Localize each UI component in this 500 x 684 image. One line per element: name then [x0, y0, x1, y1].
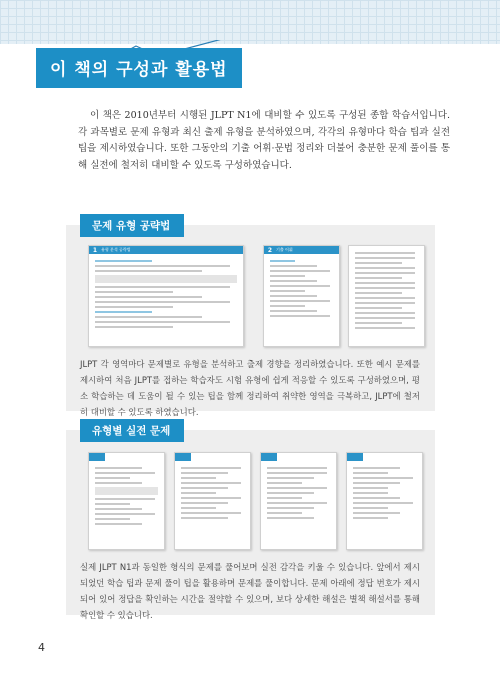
thumbnail-number: 1 [92, 247, 98, 254]
section-practice-problems [66, 425, 435, 620]
thumbnail-practice-3 [260, 452, 337, 550]
thumbnail-spread-1 [88, 245, 244, 347]
top-grid-band [0, 0, 500, 44]
thumbnail-page-3 [348, 245, 425, 347]
thumbnail-practice-2 [174, 452, 251, 550]
section-description: 실제 JLPT N1과 동일한 형식의 문제를 풀어보며 실전 감각을 키울 수 있습니다. 앞에서 제시되었던 학습 팁과 문제 풀이 팁을 활용하며 문제를 풀이합니다. 문제 아래에 정답 번호가 제시되어 있어 정답을 확인하는 시간을 절약할 수 있으며, 보다 상세한 해설은 별책 해설서를 통해 확인할 수 있습니다. [80, 562, 420, 620]
section-description: JLPT 각 영역마다 문제별로 유형을 분석하고 출제 경향을 정리하였습니다. 또한 예시 문제를 제시하여 처음 JLPT를 접하는 학습자도 시험 유형에 쉽게 적응할 수 있도록 구성하였으며, 평소 학습하는 데 도움이 될 수 있는 팁을 함께 정리하여 취약한 영역을 극복하고, JLPT에 철저히 대비할 수 있도록 하였습니다. [80, 359, 420, 417]
thumbnail-tab: 유형 분석 공략법 [101, 247, 131, 252]
thumbnail-text-lines [353, 467, 416, 541]
thumbnail-number: 2 [267, 247, 273, 254]
thumbnail-page-2 [263, 245, 340, 347]
page-title: 이 책의 구성과 활용법 [36, 48, 242, 88]
thumbnail-text-lines [270, 260, 333, 338]
thumbnail-tab: 기출 어휘 [276, 247, 293, 252]
thumbnail-text-lines [95, 260, 237, 338]
page-number: 4 [38, 641, 45, 654]
title-banner [36, 40, 236, 90]
thumbnail-text-lines [95, 467, 158, 541]
thumbnail-text-lines [181, 467, 244, 541]
section-title: 문제 유형 공략법 [80, 214, 184, 237]
thumbnail-text-lines [267, 467, 330, 541]
thumbnail-text-lines [355, 252, 418, 338]
section-title: 유형별 실전 문제 [80, 419, 184, 442]
intro-paragraph: 이 책은 2010년부터 시행된 JLPT N1에 대비할 수 있도록 구성된 종합 학습서입니다. 각 과목별로 문제 유형과 최신 출제 유형을 분석하였으며, 각각의 유형마다 학습 팁과 실전 팁을 제시하였습니다. 또한 그동안의 기출 어휘·문법 정리와 더불어 충분한 문제 풀이를 통해 실전에 철저히 대비할 수 있도록 구성하였습니다. [78, 110, 450, 171]
section-problem-types [66, 220, 435, 417]
thumbnail-practice-4 [346, 452, 423, 550]
thumbnail-practice-1 [88, 452, 165, 550]
